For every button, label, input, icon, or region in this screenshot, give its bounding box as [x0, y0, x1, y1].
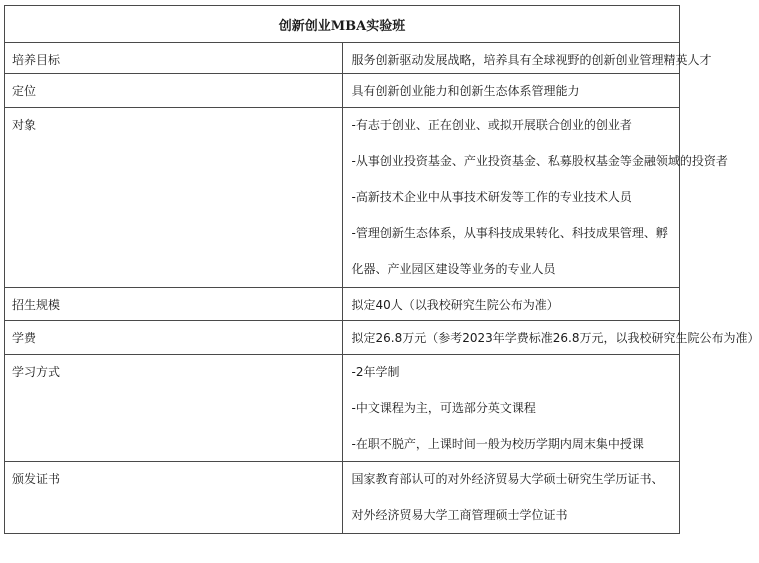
value-line: 拟定40人（以我校研究生院公布为准） [351, 298, 559, 312]
list-item: -在职不脱产，上课时间一般为校历学期内周末集中授课 [351, 437, 644, 451]
row-label-certificate: 颁发证书 [5, 462, 343, 534]
table-row [5, 74, 680, 108]
value-line: 具有创新创业能力和创新生态体系管理能力 [351, 84, 580, 98]
row-label-goal: 培养目标 [5, 43, 343, 74]
table-row [5, 321, 680, 355]
table-row [5, 43, 680, 74]
row-label-enrollment: 招生规模 [5, 288, 343, 321]
list-item: -高新技术企业中从事技术研发等工作的专业技术人员 [351, 190, 632, 204]
program-table [4, 5, 759, 534]
list-item: -2年学制 [351, 365, 400, 379]
list-item: -从事创业投资基金、产业投资基金、私募股权基金等金融领域的投资者 [351, 154, 728, 168]
title-row [5, 6, 680, 43]
value-line: 服务创新驱动发展战略，培养具有全球视野的创新创业管理精英人才 [351, 53, 712, 67]
row-value-goal [342, 43, 712, 74]
row-label-target: 对象 [5, 108, 343, 288]
table-row [5, 288, 680, 321]
value-line: 拟定26.8万元（参考2023年学费标准26.8万元，以我校研究生院公布为准） [351, 331, 759, 345]
list-item: -中文课程为主，可选部分英文课程 [351, 401, 536, 415]
list-item: -有志于创业、正在创业、或拟开展联合创业的创业者 [351, 118, 632, 132]
row-label-positioning: 定位 [5, 74, 343, 108]
row-value-positioning [342, 74, 680, 108]
list-item: -管理创新生态体系，从事科技成果转化、科技成果管理、孵化器、产业园区建设等业务的专业人员 [351, 226, 668, 276]
row-value-tuition [342, 321, 759, 355]
row-value-enrollment [342, 288, 680, 321]
table-row [5, 462, 680, 534]
table-title: 创新创业MBA实验班 [5, 6, 680, 43]
row-value-target [342, 108, 728, 288]
row-label-study-mode: 学习方式 [5, 355, 343, 462]
table-row [5, 355, 680, 462]
row-value-certificate [342, 462, 680, 534]
table-row [5, 108, 680, 288]
row-value-study-mode [342, 355, 680, 462]
row-label-tuition: 学费 [5, 321, 343, 355]
value-line: 国家教育部认可的对外经济贸易大学硕士研究生学历证书、对外经济贸易大学工商管理硕士学位证书 [351, 472, 664, 522]
